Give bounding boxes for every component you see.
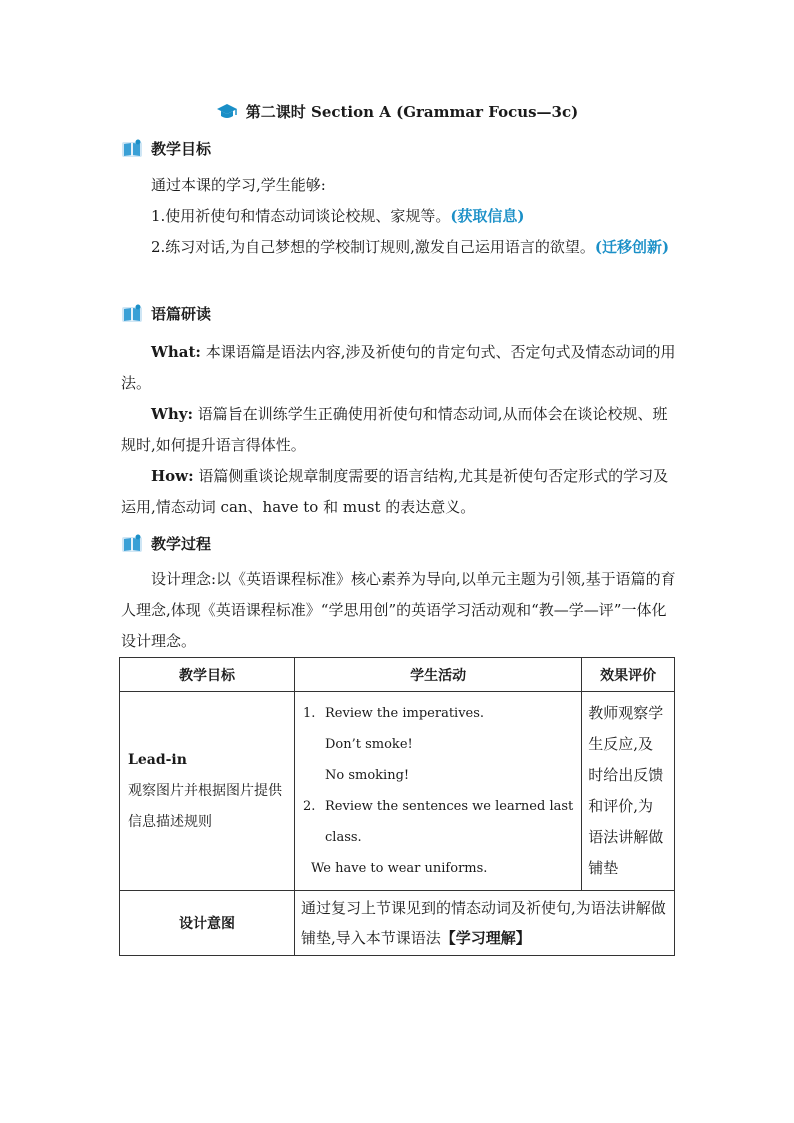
header-evaluation: 效果评价 <box>582 658 675 692</box>
analysis-heading-text: 语篇研读 <box>151 305 212 323</box>
objective-2-text: 2.练习对话,为自己梦想的学校制订规则,激发自己运用语言的欲望。 <box>151 238 595 256</box>
objective-1-tag: (获取信息) <box>450 207 525 225</box>
what-text: 本课语篇是语法内容,涉及祈使句的肯定句式、否定句式及情态动词的用法。 <box>121 343 676 392</box>
open-book-icon <box>121 534 143 554</box>
analysis-why <box>121 399 676 461</box>
design-intent-label: 设计意图 <box>120 891 295 956</box>
activity-text: Review the sentences we learned last <box>325 799 574 814</box>
lesson-plan-table <box>119 657 675 956</box>
objectives-intro: 通过本课的学习,学生能够: <box>151 176 326 194</box>
what-label: What: <box>151 343 201 361</box>
activity-line <box>303 791 573 822</box>
objective-item-1 <box>121 201 676 232</box>
design-intent-text <box>295 891 675 956</box>
activity-number: 1. <box>303 706 316 721</box>
activity-line: We have to wear uniforms. <box>311 861 488 876</box>
analysis-heading <box>121 303 211 324</box>
evaluation-cell: 教师观察学生反应,及时给出反馈和评价,为语法讲解做铺垫 <box>582 692 675 891</box>
open-book-icon <box>121 304 143 324</box>
process-intro: 设计理念:以《英语课程标准》核心素养为导向,以单元主题为引领,基于语篇的育人理念,体现《英语课程标准》“学思用创”的英语学习活动观和“教—学—评”一体化设计理念。 <box>121 570 676 650</box>
table-row <box>120 891 675 956</box>
why-label: Why: <box>151 405 194 423</box>
header-objective: 教学目标 <box>120 658 295 692</box>
objective-item-2 <box>121 232 676 263</box>
objectives-heading-text: 教学目标 <box>151 140 212 158</box>
design-tag: 【学习理解】 <box>440 929 531 947</box>
process-heading <box>121 533 211 554</box>
why-text: 语篇旨在训练学生正确使用祈使句和情态动词,从而体会在谈论校规、班规时,如何提升语言得体性。 <box>121 405 668 454</box>
design-text-body: 通过复习上节课见到的情态动词及祈使句,为语法讲解做铺垫,导入本节课语法 <box>301 899 666 947</box>
table-header-row <box>120 658 675 692</box>
activity-line <box>303 698 573 729</box>
activity-number: 2. <box>303 799 316 814</box>
activity-line: Don’t smoke! <box>325 737 413 752</box>
analysis-what <box>121 337 676 399</box>
process-heading-text: 教学过程 <box>151 535 212 553</box>
objective-1-text: 1.使用祈使句和情态动词谈论校规、家规等。 <box>151 207 451 225</box>
goal-text: 观察图片并根据图片提供信息描述规则 <box>128 782 282 830</box>
analysis-how <box>121 461 676 523</box>
lesson-title-text: 第二课时 Section A (Grammar Focus—3c) <box>245 103 579 121</box>
activity-cell <box>295 692 582 891</box>
objective-2-tag: (迁移创新) <box>594 238 670 256</box>
activity-line: No smoking! <box>325 768 410 783</box>
objectives-heading <box>121 138 211 159</box>
header-activity: 学生活动 <box>295 658 582 692</box>
activity-line: class. <box>325 830 362 845</box>
goal-title: Lead-in <box>128 751 187 768</box>
lesson-title <box>0 101 794 122</box>
activity-text: Review the imperatives. <box>325 706 485 721</box>
open-book-icon <box>121 139 143 159</box>
how-label: How: <box>151 467 194 485</box>
goal-cell <box>120 692 295 891</box>
graduation-cap-icon <box>216 103 238 121</box>
how-text: 语篇侧重谈论规章制度需要的语言结构,尤其是祈使句否定形式的学习及运用,情态动词 can、have to 和 must 的表达意义。 <box>121 467 669 516</box>
table-row <box>120 692 675 891</box>
